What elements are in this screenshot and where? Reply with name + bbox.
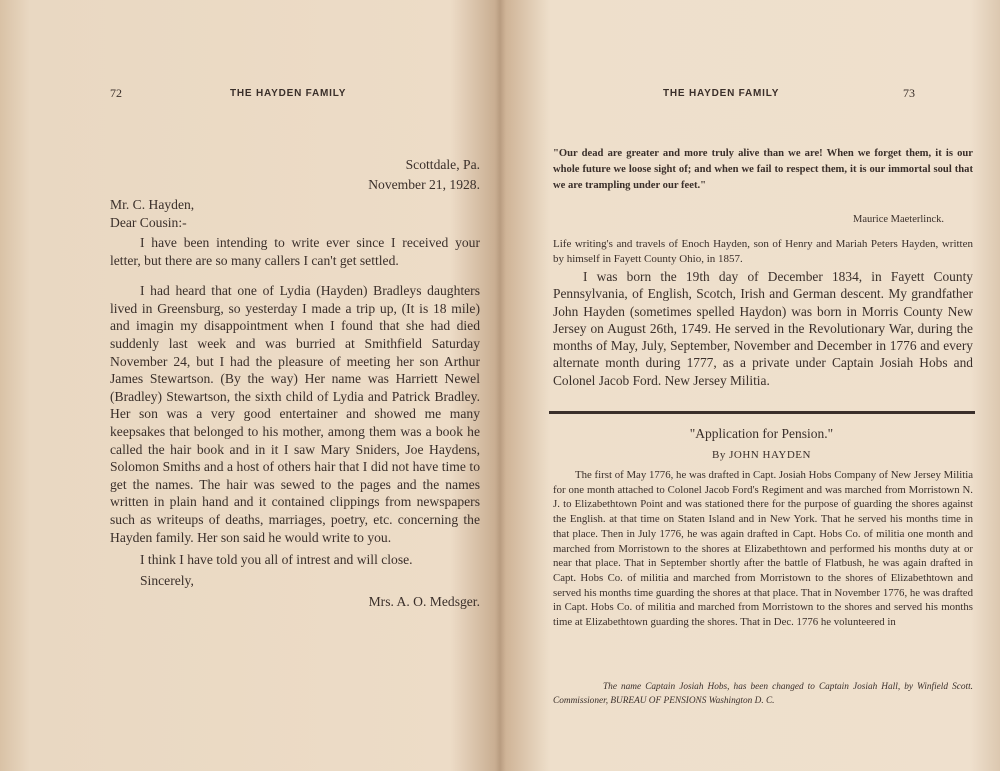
epigraph-quote: "Our dead are greater and more truly alive than we are! When we forget them, it is our whole future we loose sight of; and when we fail to respect them, it is our immortal soul that we are trampling under our feet." <box>553 148 973 192</box>
letter-closing: Sincerely, <box>140 572 194 588</box>
letter-body <box>110 234 480 611</box>
letter-paragraph: I had heard that one of Lydia (Hayden) Bradleys daughters lived in Greensburg, so yesterday I made a trip up, (It is 18 mile) and imagin my disappointment when I found that she had died suddenly last week and was burried at Smithfield Saturday November 24, but I had the pleasure of meeting her son Arthur James Stewartson. (By the way) Her name was Harriett Newel (Bradley) Stewartson, the sixth child of Lydia and Patrick Bradley. Her son was a very good entertainer and showed me many keepsakes that belonged to his mother, among them was a book he called the hair book and in it I saw Mary Sniders, Joe Haydens, Solomon Smiths and a host of others hair that I did not have time to get the names. The hair was sewed to the pages and the names written in plain hand and it contained clippings from newspapers such as writeups of deaths, marriages, poetry, etc. concerning the Hayden family. Her son said he would write to you. <box>110 283 480 545</box>
epigraph-attribution: Maurice Maeterlinck. <box>853 214 944 225</box>
section-byline: By JOHN HAYDEN <box>712 449 811 461</box>
letter-date: November 21, 1928. <box>368 177 480 192</box>
running-head: THE HAYDEN FAMILY <box>230 88 347 99</box>
pension-text: The first of May 1776, he was drafted in Capt. Josiah Hobs Company of New Jersey Militia for one month attached to Colonel Jacob Ford's Regiment and was marched from Morristown N. J. to Elizabethtown Point and was stationed there for the purpose of guarding the shores against the English. at that time on Staten Island and in New York. That he served his months time in that place. Then in July 1776, he was again drafted in Capt. Hobs Co. of militia one month and marched from Morristown to the shores at Elizabethtown and performed his months duty at or near that place. That in September shortly after the battle of Flatbush, he was again drafted in Capt. Hobs Co. of militia and marched from Morristown to the shores of Elizabethtown and served his months time guarding the shores at that place. That in November 1776, he was drafted in Capt. Hobs Co. of militia and marched from Morristown to the shores and served his months time at Elizabethtown guarding the shores. That in Dec. 1776 he volunteered in <box>553 469 973 629</box>
intro-note: Life writing's and travels of Enoch Hayden, son of Henry and Mariah Peters Hayden, written by himself in Fayett County Ohio, in 1857. <box>553 238 973 265</box>
letter-signature: Mrs. A. O. Medsger. <box>368 594 480 610</box>
letter-place: Scottdale, Pa. <box>405 157 480 172</box>
footnote: The name Captain Josiah Hobs, has been changed to Captain Josiah Hall, by Winfield Scott. Commissioner, BUREAU OF PENSIONS Washington D. C. <box>553 682 973 706</box>
right-page <box>503 0 1000 771</box>
letter-recipient: Mr. C. Hayden, <box>110 197 195 212</box>
page-number: 73 <box>903 86 915 100</box>
letter-paragraph: I think I have told you all of intrest and will close. <box>140 552 413 568</box>
section-title: "Application for Pension." <box>689 426 834 441</box>
letter-paragraph: I have been intending to write ever since I received your letter, but there are so many callers I can't get settled. <box>110 235 480 268</box>
section-rule <box>549 411 975 414</box>
page-number: 72 <box>110 86 122 100</box>
letter-salutation: Dear Cousin:- <box>110 215 187 230</box>
narrative-text: I was born the 19th day of December 1834, in Fayett County Pennsylvania, of English, Scotch, Irish and German descent. My grandfather John Hayden (sometimes spelled Haydon) was born in Morris County New Jersey on August 26th, 1749. He served in the Revolutionary War, during the months of May, July, September, November and December in 1776 and every alternate month during 1777, as a private under Captain Josiah Hobs and Colonel Jacob Ford. New Jersey Militia. <box>553 269 973 388</box>
running-head: THE HAYDEN FAMILY <box>663 88 780 99</box>
